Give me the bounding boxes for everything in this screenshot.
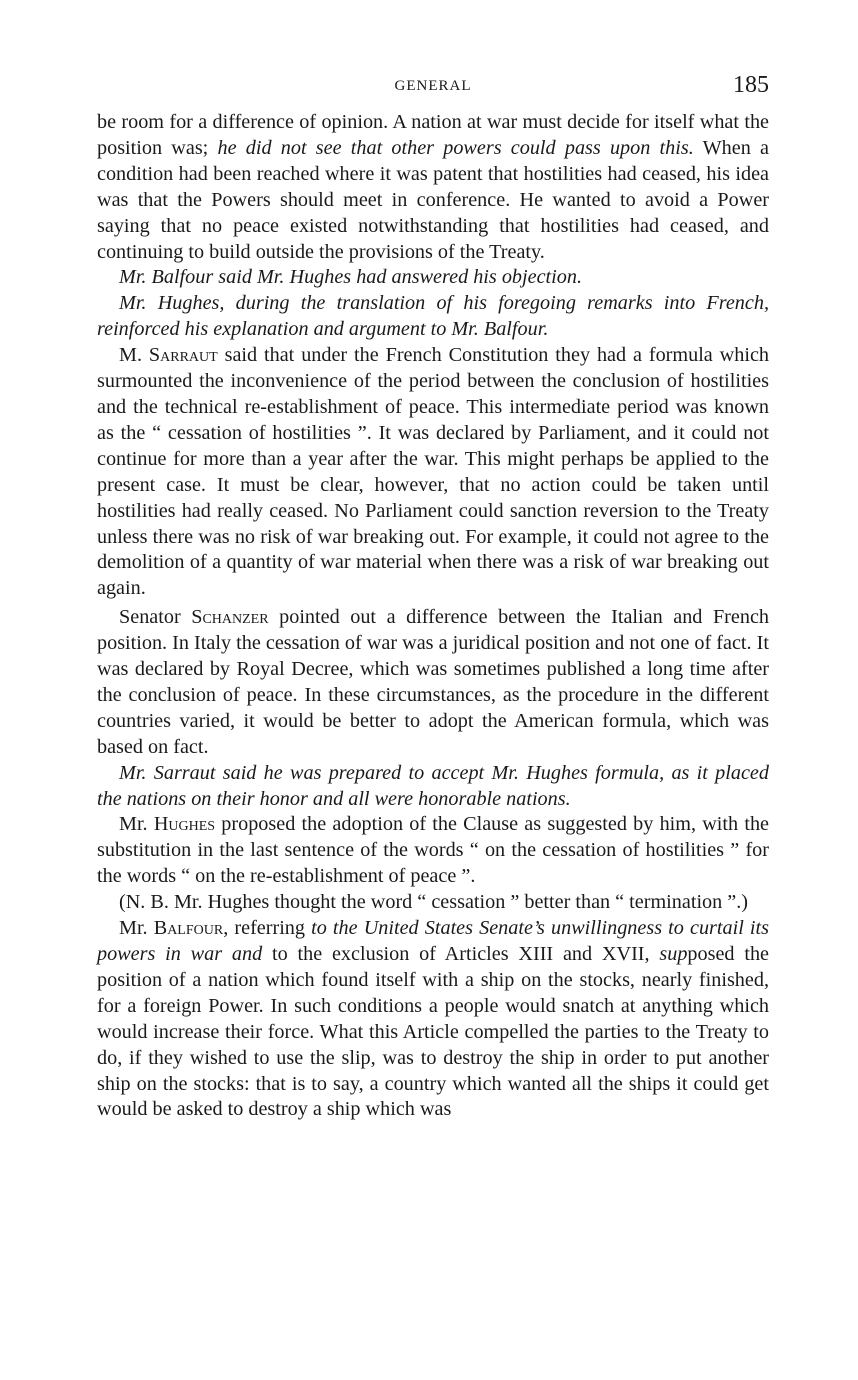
text-run: Mr. — [119, 917, 154, 940]
text-run: pointed out a difference between the Italian and French position. In Italy the cessation of war was a juridical position and not one of fact. It was declared by Royal Decree, which was sometimes published a long time after the conclusion of peace. In these circumstances, as the procedure in the different countries varied, it would be better to adopt the American formula, which was based on fact. — [97, 606, 770, 758]
paragraph — [97, 605, 769, 760]
text-run: to the exclusion of Articles XIII and XVII, — [262, 943, 660, 965]
text-run: posed the position of a nation which found itself with a ship on the stocks, nearly finished, for a foreign Power. In such conditions a people would snatch at anything which would increase their force. What this Article compelled the parties to the Treaty to do, if they wished to use the slip, was to destroy the ship in order to put another ship on the stocks: that is to say, a country which wanted all the ships it could get would be asked to destroy a ship which was — [97, 943, 769, 1121]
text-run: said that under the French Constitution they had a formula which surmounted the inconvenience of the period between the conclusion of hostilities and the technical re-establishment of peace. This intermediate period was known as the “ cessation of hostilities ”. It was declared by Parliament, and it could not continue for more than a year after the war. This might perhaps be applied to the present case. It must be clear, however, that no action could be taken until hostilities had really ceased. No Parliament could sanction reversion to the Treaty unless there was no risk of war breaking out. For example, it could not agree to the demolition of a quantity of war material when there was a risk of war breaking out again. — [97, 344, 769, 600]
speaker-name: Balfour — [153, 917, 224, 940]
text-run: When a condition had been reached where it was patent that hostilities had ceased, his idea was that the Powers should meet in conference. He wanted to avoid a Power saying that no peace existed notwithstanding that hostilities had ceased, and continuing to build outside the provisions of the Treaty. — [97, 136, 770, 263]
speaker-name: Hughes — [153, 813, 216, 836]
speaker-name: Schanzer — [191, 606, 269, 629]
italic-text: to the United States Senate’s unwillingness to curtail its powers in war and — [97, 917, 770, 965]
italic-text: Mr. Hughes, during the translation of his foregoing remarks into French, reinforced his explanation and argument to Mr. Balfour. — [97, 292, 769, 341]
paragraph — [97, 343, 769, 602]
text-run: , referring — [223, 917, 312, 940]
italic-text: Mr. Balfour said Mr. Hughes had answered his objection. — [119, 266, 582, 289]
running-head: GENERAL — [394, 78, 472, 94]
italic-text: sup — [659, 943, 688, 965]
paragraph — [97, 890, 769, 916]
document-page — [97, 70, 769, 1123]
text-run: M. — [119, 344, 149, 367]
paragraph — [97, 761, 769, 813]
text-run: Senator — [119, 606, 192, 629]
page-number: 185 — [733, 72, 769, 98]
paragraph — [97, 110, 769, 265]
speaker-name: Sarraut — [148, 344, 218, 367]
paragraph — [97, 916, 769, 1123]
text-run: (N. B. Mr. Hughes thought the word “ cessation ” better than “ termination ”.) — [119, 891, 749, 914]
italic-text: Mr. Sarraut said he was prepared to accept Mr. Hughes formula, as it placed the nations on their honor and all were honorable nations. — [97, 761, 769, 810]
paragraph — [97, 265, 769, 291]
text-run: proposed the adoption of the Clause as suggested by him, with the substitution in the last sentence of the words “ on the cessation of hostilities ” for the words “ on the re-establishment of peace ”. — [97, 813, 769, 888]
italic-text: he did not see that other powers could pass upon this. — [217, 136, 694, 159]
page-header — [97, 70, 769, 110]
paragraph — [97, 291, 769, 343]
paragraph — [97, 812, 769, 890]
text-run: Mr. — [119, 813, 154, 836]
text-run: be room for a difference of opinion. A nation at war must decide for itself what the position was; — [97, 111, 769, 159]
body-text — [97, 110, 769, 1123]
